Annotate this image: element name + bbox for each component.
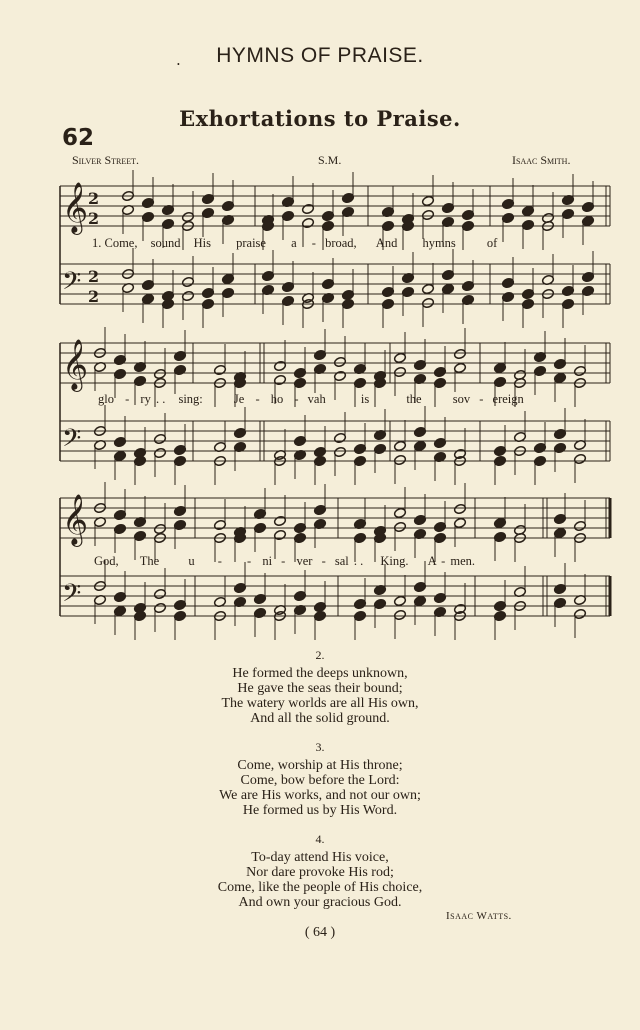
lyric-syllable: . . [155, 392, 166, 406]
verse-line: The watery worlds are all His own, [221, 696, 419, 711]
verse-line: Come, like the people of His choice, [217, 880, 423, 895]
lyric-syllable: hymns [422, 236, 456, 250]
time-signature: 2 [88, 189, 100, 208]
bass-clef-icon: 𝄢 [62, 579, 82, 614]
verse-2 [0, 648, 640, 726]
verse-line: And own your gracious God. [238, 895, 402, 910]
lyric-syllable: - [255, 392, 260, 406]
lyric-line-3 [94, 554, 475, 569]
verse-number: 2. [315, 648, 325, 662]
verse-line: We are His works, and not our own; [219, 788, 421, 803]
lyric-syllable: is [360, 392, 370, 406]
lyric-syllable: sal [334, 554, 349, 568]
verse-line: Come, worship at His throne; [237, 758, 403, 773]
tune-name: Silver Street. [72, 153, 140, 167]
lyric-syllable: - [294, 392, 299, 406]
verse-3 [0, 740, 640, 818]
treble-clef-icon: 𝄞 [62, 494, 89, 545]
lyric-syllable: glo [98, 392, 114, 406]
lyric-syllable: men. [450, 554, 476, 568]
verse-line: He formed us by His Word. [242, 803, 398, 818]
verse-line: Come, bow before the Lord: [240, 773, 400, 788]
lyric-syllable: A [427, 554, 436, 568]
page-header: HYMNS OF PRAISE. [216, 44, 424, 67]
lyric-syllable: ver [296, 554, 313, 568]
lyric-syllable: The [139, 554, 160, 568]
lyric-syllable: a [291, 236, 297, 250]
lyric-syllable: the [406, 392, 422, 406]
verse-number: 3. [315, 740, 325, 754]
lyric-syllable: sing: [178, 392, 203, 406]
lyric-syllable: His [193, 236, 211, 250]
lyric-syllable: - [247, 554, 252, 568]
lyric-syllable: broad, [325, 236, 357, 250]
lyric-syllable: 1. Come, [92, 236, 138, 250]
lyric-syllable: ry [140, 392, 151, 406]
lyric-syllable: - [281, 554, 286, 568]
lyric-syllable: God, [94, 554, 119, 568]
time-signature: 2 [88, 267, 100, 286]
lyric-syllable: sound [150, 236, 181, 250]
lyric-syllable: - [217, 554, 222, 568]
verse-number: 4. [315, 832, 325, 846]
lyric-syllable: - [479, 392, 484, 406]
lyric-line-2 [98, 392, 524, 407]
bass-clef-icon: 𝄢 [62, 424, 82, 459]
lyric-syllable: And [375, 236, 398, 250]
lyric-syllable: u [188, 554, 195, 568]
verse-line: Nor dare provoke His rod; [246, 865, 394, 880]
author: Isaac Watts. [446, 910, 512, 922]
hymn-title: Exhortations to Praise. [179, 106, 461, 131]
lyric-syllable: vah [307, 392, 326, 406]
printer-mark: • [177, 60, 180, 69]
lyric-syllable: praise [236, 236, 266, 250]
lyric-syllable: - [321, 554, 326, 568]
time-signature: 2 [88, 209, 100, 228]
lyric-syllable: ho [270, 392, 284, 406]
lyric-syllable: ni [262, 554, 273, 568]
lyric-line-1 [92, 236, 497, 251]
verse-line: And all the solid ground. [250, 711, 390, 726]
treble-clef-icon: 𝄞 [62, 182, 89, 233]
lyric-syllable: - [125, 392, 130, 406]
composer: Isaac Smith. [512, 153, 571, 167]
lyric-syllable: of [486, 236, 498, 250]
lyric-syllable: sov [452, 392, 471, 406]
lyric-syllable: King. [380, 554, 409, 568]
lyric-syllable: Je [233, 392, 245, 406]
verse-4 [0, 832, 640, 910]
page-number: ( 64 ) [304, 925, 336, 940]
lyric-syllable: ereign [492, 392, 524, 406]
verse-line: He gave the seas their bound; [237, 681, 403, 696]
lyric-syllable: - [311, 236, 316, 250]
lyric-syllable: - [441, 554, 446, 568]
hymn-number: 62 [62, 125, 95, 151]
time-signature: 2 [88, 287, 100, 306]
meter: S.M. [318, 153, 342, 167]
bass-clef-icon: 𝄢 [62, 267, 82, 302]
verse-line: He formed the deeps unknown, [232, 666, 408, 681]
lyric-syllable: . . [353, 554, 364, 568]
verse-line: To-day attend His voice, [251, 850, 389, 865]
treble-clef-icon: 𝄞 [62, 339, 89, 390]
